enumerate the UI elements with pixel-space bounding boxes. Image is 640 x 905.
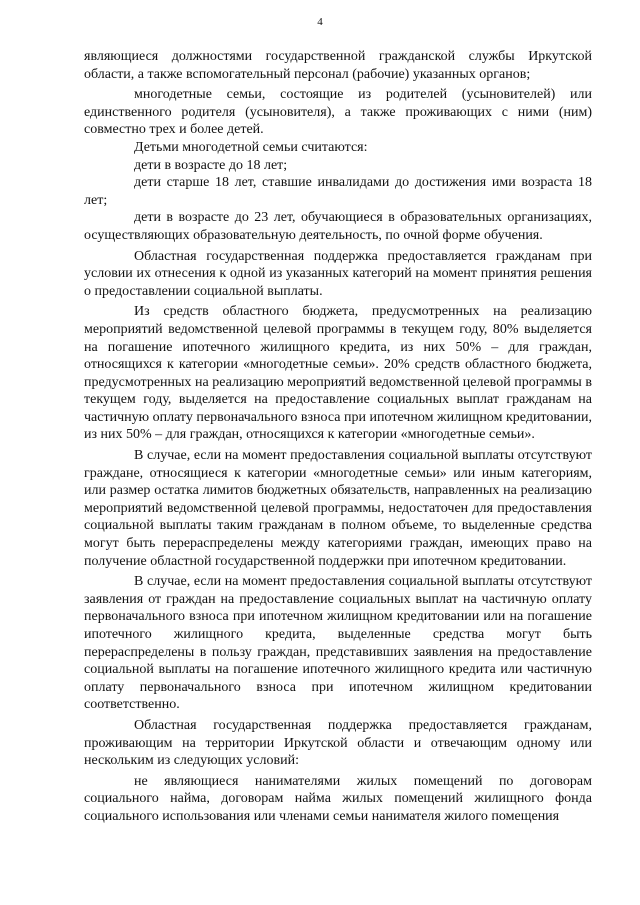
paragraph: В случае, если на момент предоставления социальной выплаты отсутствуют заявления от граждан на предоставление социальных выплат на частичную оплату первоначального взноса при ипотечном жилищном кредитовании или на погашение ипотечного жилищного кредита, выделенные средства могут быть перераспределены в пользу граждан, представивших заявления на предоставление социальной выплаты на погашение ипотечного жилищного кредита или частичную оплату первоначального взноса при ипотечном жилищном кредитовании соответственно.	[84, 574, 592, 713]
body-text	[84, 48, 592, 829]
page-number: 4	[317, 16, 323, 28]
paragraph: дети в возрасте до 18 лет;	[134, 157, 288, 173]
paragraph: Областная государственная поддержка предоставляется гражданам при условии их отнесения к одной из указанных категорий на момент принятия решения о предоставлении социальной выплаты.	[84, 248, 592, 299]
paragraph: дети в возрасте до 23 лет, обучающиеся в образовательных организациях, осуществляющих образовательную деятельность, по очной форме обучения.	[84, 210, 592, 243]
paragraph: Детьми многодетной семьи считаются:	[134, 139, 368, 155]
paragraph: Из средств областного бюджета, предусмотренных на реализацию мероприятий ведомственной целевой программы в текущем году, 80% выделяется на погашение ипотечного жилищного кредита, из них 50% – для граждан, относящихся к категории «многодетные семьи». 20% средств областного бюджета, предусмотренных на реализацию мероприятий ведомственной целевой программы в текущем году, выделяется на предоставление социальных выплат гражданам на частичную оплату первоначального взноса при ипотечном жилищном кредитовании, из них 50% – для граждан, относящихся к категории «многодетные семьи».	[84, 304, 592, 443]
paragraph: не являющиеся нанимателями жилых помещений по договорам социального найма, договорам найма жилых помещений жилищного фонда социального использования или членами семьи нанимателя жилого помещения	[84, 773, 592, 824]
paragraph: В случае, если на момент предоставления социальной выплаты отсутствуют граждане, относящиеся к категории «многодетные семьи» или иным категориям, или размер остатка лимитов бюджетных обязательств, направленных на реализацию мероприятий ведомственной целевой программы, недостаточен для предоставления социальной выплаты таким гражданам в полном объеме, то выделенные средства могут быть перераспределены между категориями граждан, имеющих право на получение областной государственной поддержки при ипотечном кредитовании.	[84, 448, 592, 569]
paragraph: Областная государственная поддержка предоставляется гражданам, проживающим на территории Иркутской области и отвечающим одному или нескольким из следующих условий:	[84, 717, 592, 769]
paragraph: дети старше 18 лет, ставшие инвалидами до достижения ими возраста 18 лет;	[84, 175, 592, 208]
paragraph: многодетные семьи, состоящие из родителей (усыновителей) или единственного родителя (усыновителя), а также проживающих с ними (ним) совместно трех и более детей.	[84, 87, 592, 138]
paragraph: являющиеся должностями государственной гражданской службы Иркутской области, а также вспомогательный персонал (рабочие) указанных органов;	[84, 49, 592, 82]
